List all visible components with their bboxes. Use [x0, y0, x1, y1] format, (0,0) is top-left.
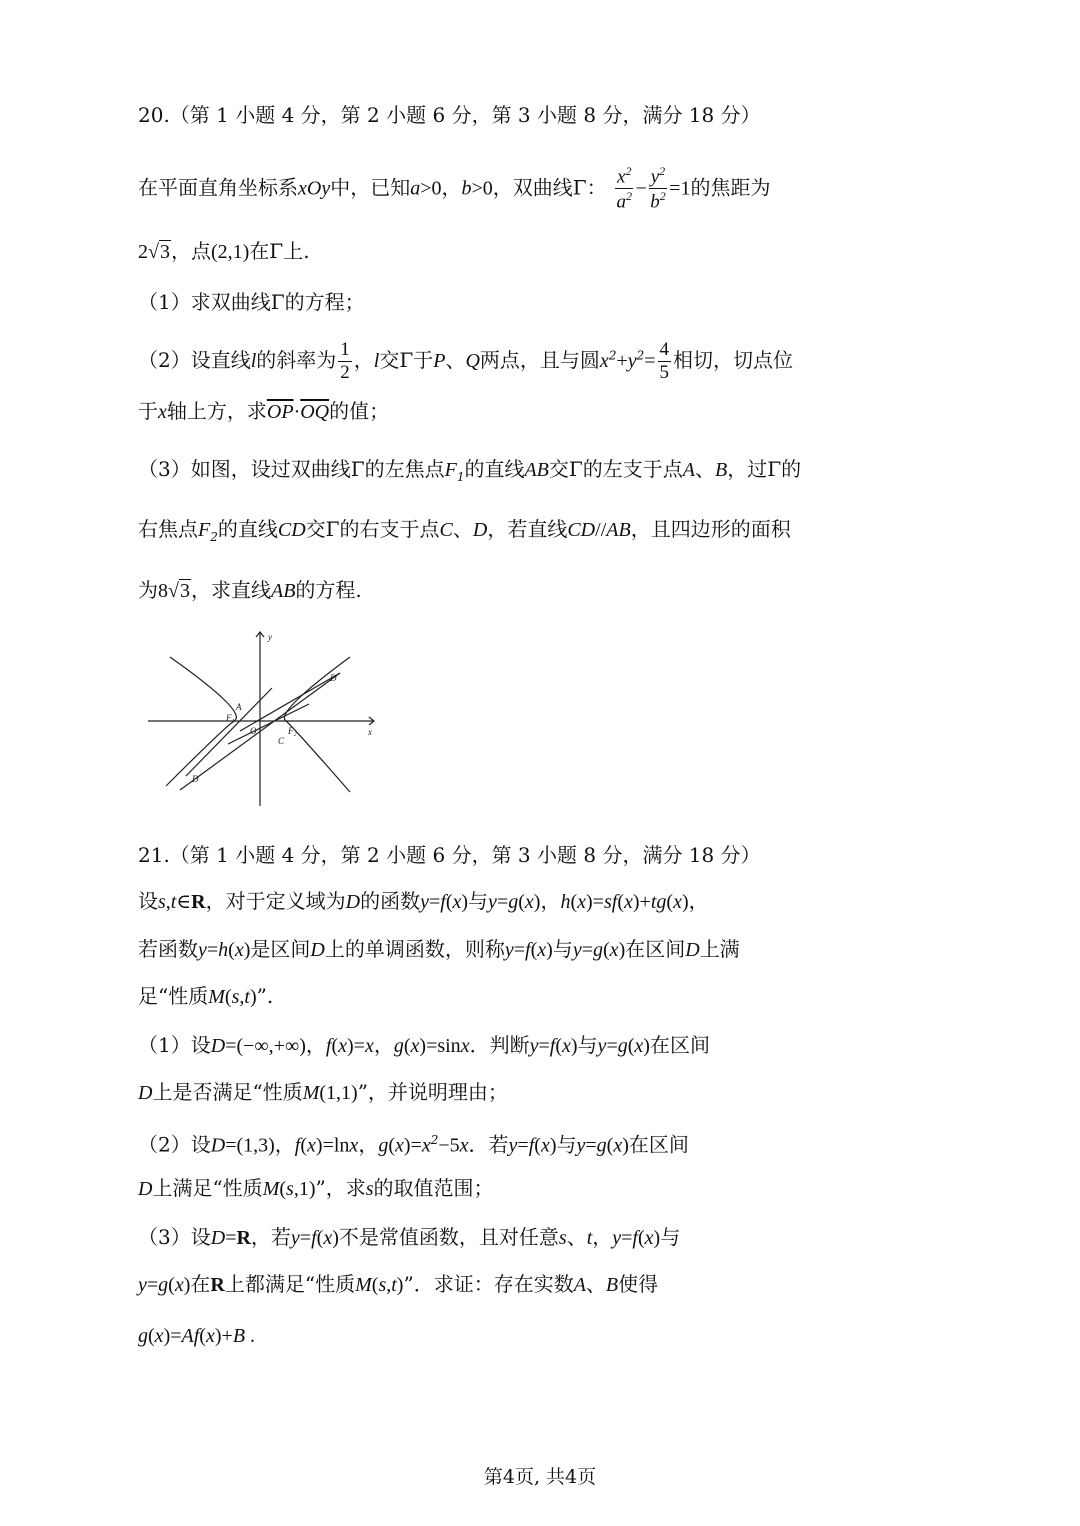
q21-stem-line1: 设s,t∈R，对于定义域为D的函数y=f(x)与y=g(x)，h(x)=sf(x)+tg(x)， — [138, 889, 709, 913]
label-f1: F₁ — [226, 713, 235, 723]
label-c: C — [278, 736, 285, 746]
q20-part2-line2: 于x轴上方，求$\overline{OP}\cdot\overline{OQ}$的值； — [138, 399, 390, 423]
label-a: A — [236, 702, 242, 712]
q21-part1-line2: D上是否满足“性质M(1,1)”，并说明理由； — [138, 1080, 508, 1104]
q20-stem-line1: 在平面直角坐标系xOy中，已知a>0，b>0，双曲线Γ： $\frac{x^2}{a^2}$ − $\frac{y^2}{b^2}$ =1的焦距为 — [138, 164, 771, 213]
label-x: x — [368, 727, 372, 737]
one-half-fraction: $\frac{1}{2}$ — [340, 339, 350, 383]
q20-part3-line3: 为8√3，求直线AB的方程. — [138, 578, 362, 602]
label-d-top: D — [330, 673, 337, 683]
q20-header: 20.（第 1 小题 4 分，第 2 小题 6 分，第 3 小题 8 分，满分 18 分） — [138, 103, 761, 127]
y2-over-b2-fraction: $\frac{y^2}{b^2}$ — [650, 164, 666, 213]
q21-stem-line3: 足“性质M(s,t)”. — [138, 984, 274, 1008]
label-d-bottom: D — [192, 774, 199, 784]
hyperbola-figure — [144, 628, 384, 808]
q21-stem-line2: 若函数y=h(x)是区间D上的单调函数，则称y=f(x)与y=g(x)在区间D上满 — [138, 937, 740, 961]
q20-part2-line1: （2）设直线l的斜率为 $\frac{1}{2}$ ，l交Γ于P、Q两点，且与圆$x^2+y^2=$ $\frac{4}{5}$ 相切，切点位 — [138, 339, 794, 383]
x2-over-a2-fraction: $\frac{x^2}{a^2}$ — [616, 164, 632, 213]
q20-part3-line1: （3）如图，设过双曲线Γ的左焦点$F_1$的直线AB交Γ的左支于点A、B，过Γ的 — [138, 457, 802, 484]
line-cd-upper — [240, 673, 340, 731]
q21-part1-line1: （1）设D=(−∞,+∞)，f(x)=x，g(x)=sinx．判断y=f(x)与y=g(x)在区间 — [138, 1033, 710, 1057]
q20-part3-line2: 右焦点$F_2$的直线CD交Γ的右支于点C、D，若直线CD//AB，且四边形的面积 — [138, 517, 791, 544]
q21-part3-line2: y=g(x)在R上都满足“性质M(s,t)”．求证：存在实数A、B使得 — [138, 1272, 659, 1296]
q20-part1: （1）求双曲线Γ的方程； — [138, 290, 365, 314]
label-o: O — [250, 726, 257, 736]
q21-part3-line1: （3）设D=R，若y=f(x)不是常值函数，且对任意s、t，y=f(x)与 — [138, 1225, 681, 1249]
q21-header: 21.（第 1 小题 4 分，第 2 小题 6 分，第 3 小题 8 分，满分 18 分） — [138, 843, 761, 867]
label-y: y — [268, 632, 272, 642]
q21-part3-line3: g(x)=Af(x)+B . — [138, 1325, 256, 1347]
page-footer: 第4页, 共4页 — [483, 1466, 597, 1488]
q20-stem-line2: 2√3，点(2,1)在Γ上. — [138, 239, 310, 263]
hyperbola-right-branch — [284, 657, 350, 792]
four-fifths-fraction: $\frac{4}{5}$ — [659, 339, 670, 383]
label-f2: F₂ — [288, 726, 297, 736]
q21-part2-line2: D上满足“性质M(s,1)”，求s的取值范围； — [138, 1176, 494, 1200]
q21-part2-line1: （2）设D=(1,3)，f(x)=lnx，$g(x)=x^2-5x$．若y=f(x)与y=g(x)在区间 — [138, 1132, 689, 1157]
